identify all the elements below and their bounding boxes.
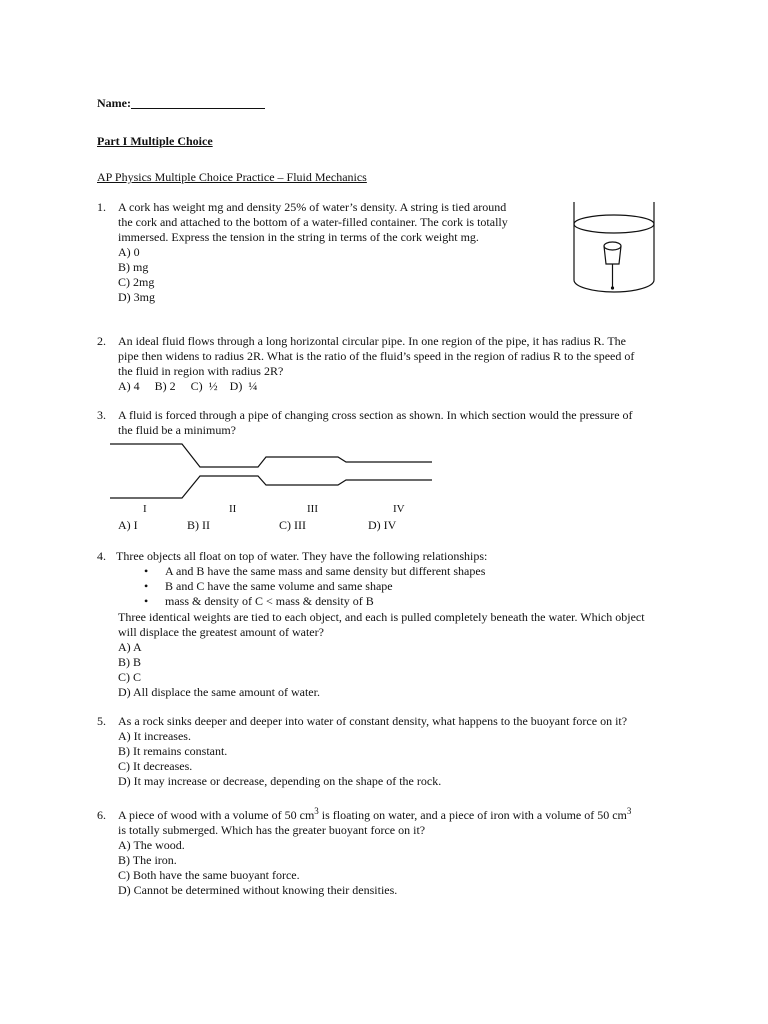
answer-choice: A) I: [118, 518, 138, 532]
question-text-line: the cork and attached to the bottom of a water-filled container. The cork is totally: [118, 215, 508, 229]
cork-container-diagram: [568, 196, 664, 302]
section-label: I: [143, 503, 147, 515]
section-label: II: [229, 503, 237, 515]
answer-choice: D) It may increase or decrease, depending on the shape of the rock.: [118, 774, 442, 788]
answer-choice: C) III: [279, 518, 306, 532]
name-blank-line: [131, 97, 265, 109]
answer-choice: A) 0: [118, 245, 140, 259]
answer-choice: B) It remains constant.: [118, 744, 228, 758]
answer-choice: B) II: [187, 518, 210, 532]
answer-choice: A) It increases.: [118, 729, 191, 743]
question-text-line: pipe then widens to radius 2R. What is the ratio of the fluid’s speed in the region of radius R to the speed of: [118, 349, 635, 363]
answer-choice: C) Both have the same buoyant force.: [118, 868, 300, 882]
bullet-item: B and C have the same volume and same shape: [165, 579, 393, 593]
question-number: 1.: [97, 200, 106, 214]
answer-choice: B) mg: [118, 260, 149, 274]
question-number: 4.: [97, 549, 106, 563]
bullet-item: mass & density of C < mass & density of B: [165, 594, 374, 608]
question-text-line: is totally submerged. Which has the greater buoyant force on it?: [118, 823, 426, 837]
name-label: Name:: [97, 96, 131, 110]
pipe-cross-section-diagram: [108, 440, 438, 504]
question-text-line: immersed. Express the tension in the string in terms of the cork weight mg.: [118, 230, 479, 244]
answer-choice: C) It decreases.: [118, 759, 193, 773]
part-title: Part I Multiple Choice: [97, 134, 213, 148]
question-number: 3.: [97, 408, 106, 422]
answer-choices-inline: A) 4 B) 2 C) ½ D) ¼: [118, 379, 258, 393]
question-intro: Three objects all float on top of water. They have the following relationships:: [116, 549, 488, 563]
question-number: 6.: [97, 808, 106, 822]
answer-choice: D) All displace the same amount of water.: [118, 685, 320, 699]
answer-choice: A) The wood.: [118, 838, 185, 852]
question-number: 2.: [97, 334, 106, 348]
section-label: III: [307, 503, 318, 515]
answer-choice: C) 2mg: [118, 275, 155, 289]
question-text-line: will displace the greatest amount of water?: [118, 625, 324, 639]
answer-choice: A) A: [118, 640, 142, 654]
question-text-line: As a rock sinks deeper and deeper into water of constant density, what happens to the buoyant force on it?: [118, 714, 628, 728]
answer-choice: C) C: [118, 670, 142, 684]
answer-choice: D) 3mg: [118, 290, 155, 304]
worksheet-subtitle: AP Physics Multiple Choice Practice – Fluid Mechanics: [97, 170, 367, 184]
question-text-line: An ideal fluid flows through a long horizontal circular pipe. In one region of the pipe, it has radius R. The: [118, 334, 626, 348]
answer-choice: B) B: [118, 655, 142, 669]
question-text-line: A piece of wood with a volume of 50 $cm^3$ is floating on water, and a piece of iron with a volume of 50 $cm^3$: [118, 806, 632, 822]
bullet-icon: •: [144, 579, 149, 593]
question-text-line: the fluid be a minimum?: [118, 423, 236, 437]
question-text-line: the fluid in region with radius 2R?: [118, 364, 284, 378]
question-text-line: Three identical weights are tied to each object, and each is pulled completely beneath the water. Which object: [118, 610, 645, 624]
bullet-icon: •: [144, 564, 149, 578]
answer-choice: B) The iron.: [118, 853, 177, 867]
section-label: IV: [393, 503, 405, 515]
answer-choice: D) IV: [368, 518, 397, 532]
bullet-item: A and B have the same mass and same density but different shapes: [165, 564, 486, 578]
question-number: 5.: [97, 714, 106, 728]
bullet-icon: •: [144, 594, 149, 608]
answer-choice: D) Cannot be determined without knowing their densities.: [118, 883, 398, 897]
question-text-line: A fluid is forced through a pipe of changing cross section as shown. In which section would the pressure of: [118, 408, 633, 422]
name-field: [97, 96, 265, 111]
question-text-line: A cork has weight mg and density 25% of water’s density. A string is tied around: [118, 200, 507, 214]
